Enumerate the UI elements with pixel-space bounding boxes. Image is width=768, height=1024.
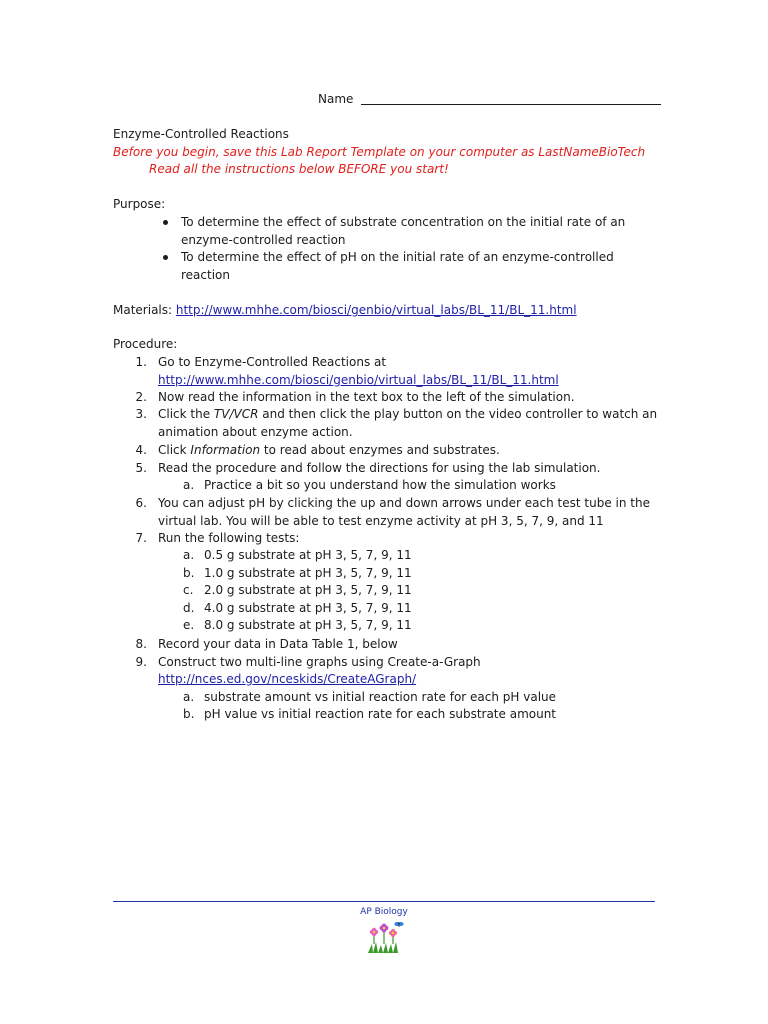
- purpose-1-line-1: To determine the effect of substrate concentration on the initial rate of an: [181, 215, 626, 229]
- procedure-heading: Procedure:: [113, 337, 178, 351]
- step-4-text: [158, 443, 500, 457]
- bullet-icon: [163, 220, 168, 225]
- step-6-line-2: virtual lab. You will be able to test enzyme activity at pH 3, 5, 7, 9, and 11: [158, 514, 604, 528]
- step-3-line-2: animation about enzyme action.: [158, 425, 353, 439]
- instruction-line-1: Before you begin, save this Lab Report Template on your computer as LastNameBioTech: [113, 145, 646, 159]
- step-9-link[interactable]: http://nces.ed.gov/nceskids/CreateAGraph/: [158, 672, 417, 686]
- substep-letter: c.: [183, 583, 194, 597]
- purpose-2-line-1: To determine the effect of pH on the initial rate of an enzyme-controlled: [181, 250, 614, 264]
- step-number: 7.: [135, 531, 147, 545]
- step-5a-text: Practice a bit so you understand how the simulation works: [204, 478, 556, 492]
- bullet-icon: [163, 255, 168, 260]
- purpose-heading: Purpose:: [113, 197, 166, 211]
- step-9b-text: pH value vs initial reaction rate for each substrate amount: [204, 707, 557, 721]
- step-number: 1.: [135, 355, 147, 369]
- step-3-text: [158, 407, 657, 421]
- footer-text: AP Biology: [360, 907, 408, 917]
- step-3-emphasis: TV/VCR: [213, 407, 259, 421]
- step-4-emphasis: Information: [190, 443, 261, 457]
- test-item: 0.5 g substrate at pH 3, 5, 7, 9, 11: [204, 548, 412, 562]
- substep-letter: b.: [183, 707, 195, 721]
- flowers-butterfly-icon: [364, 920, 404, 957]
- test-item: 8.0 g substrate at pH 3, 5, 7, 9, 11: [204, 618, 412, 632]
- step-8-text: Record your data in Data Table 1, below: [158, 637, 398, 651]
- footer-divider: [113, 901, 655, 902]
- step-number: 6.: [135, 496, 147, 510]
- step-number: 2.: [135, 390, 147, 404]
- materials-link[interactable]: http://www.mhhe.com/biosci/genbio/virtual_labs/BL_11/BL_11.html: [175, 303, 577, 317]
- step-1-link[interactable]: http://www.mhhe.com/biosci/genbio/virtual_labs/BL_11/BL_11.html: [158, 373, 559, 387]
- step-number: 5.: [135, 461, 147, 475]
- step-number: 8.: [135, 637, 147, 651]
- purpose-1-line-2: enzyme-controlled reaction: [181, 233, 346, 247]
- step-number: 4.: [135, 443, 147, 457]
- test-item: 2.0 g substrate at pH 3, 5, 7, 9, 11: [204, 583, 412, 597]
- name-label: Name: [318, 92, 354, 106]
- step-3-post: and then click the play button on the video controller to watch an: [258, 407, 658, 421]
- step-4-post: to read about enzymes and substrates.: [260, 443, 500, 457]
- substep-letter: d.: [183, 601, 195, 615]
- test-item: 4.0 g substrate at pH 3, 5, 7, 9, 11: [204, 601, 412, 615]
- page-title: Enzyme-Controlled Reactions: [113, 127, 289, 141]
- step-number: 9.: [135, 655, 147, 669]
- step-3-pre: Click the: [158, 407, 214, 421]
- step-1-text: Go to Enzyme-Controlled Reactions at: [158, 355, 387, 369]
- name-field: [318, 92, 661, 106]
- step-5-text: Read the procedure and follow the directions for using the lab simulation.: [158, 461, 601, 475]
- step-9-text: Construct two multi-line graphs using Create-a-Graph: [158, 655, 481, 669]
- materials-label: Materials:: [113, 303, 173, 317]
- step-4-pre: Click: [158, 443, 191, 457]
- step-6-line-1: You can adjust pH by clicking the up and down arrows under each test tube in the: [158, 496, 650, 510]
- step-number: 3.: [135, 407, 147, 421]
- step-2-text: Now read the information in the text box to the left of the simulation.: [158, 390, 575, 404]
- substep-letter: e.: [183, 618, 195, 632]
- instruction-line-2: Read all the instructions below BEFORE you start!: [149, 162, 449, 176]
- step-9a-text: substrate amount vs initial reaction rate for each pH value: [204, 690, 557, 704]
- substep-letter: a.: [183, 478, 195, 492]
- test-item: 1.0 g substrate at pH 3, 5, 7, 9, 11: [204, 566, 412, 580]
- substep-letter: a.: [183, 690, 195, 704]
- substep-letter: b.: [183, 566, 195, 580]
- name-blank[interactable]: [361, 104, 661, 105]
- substep-letter: a.: [183, 548, 195, 562]
- materials-row: [113, 303, 577, 317]
- purpose-2-line-2: reaction: [181, 268, 230, 282]
- step-7-text: Run the following tests:: [158, 531, 300, 545]
